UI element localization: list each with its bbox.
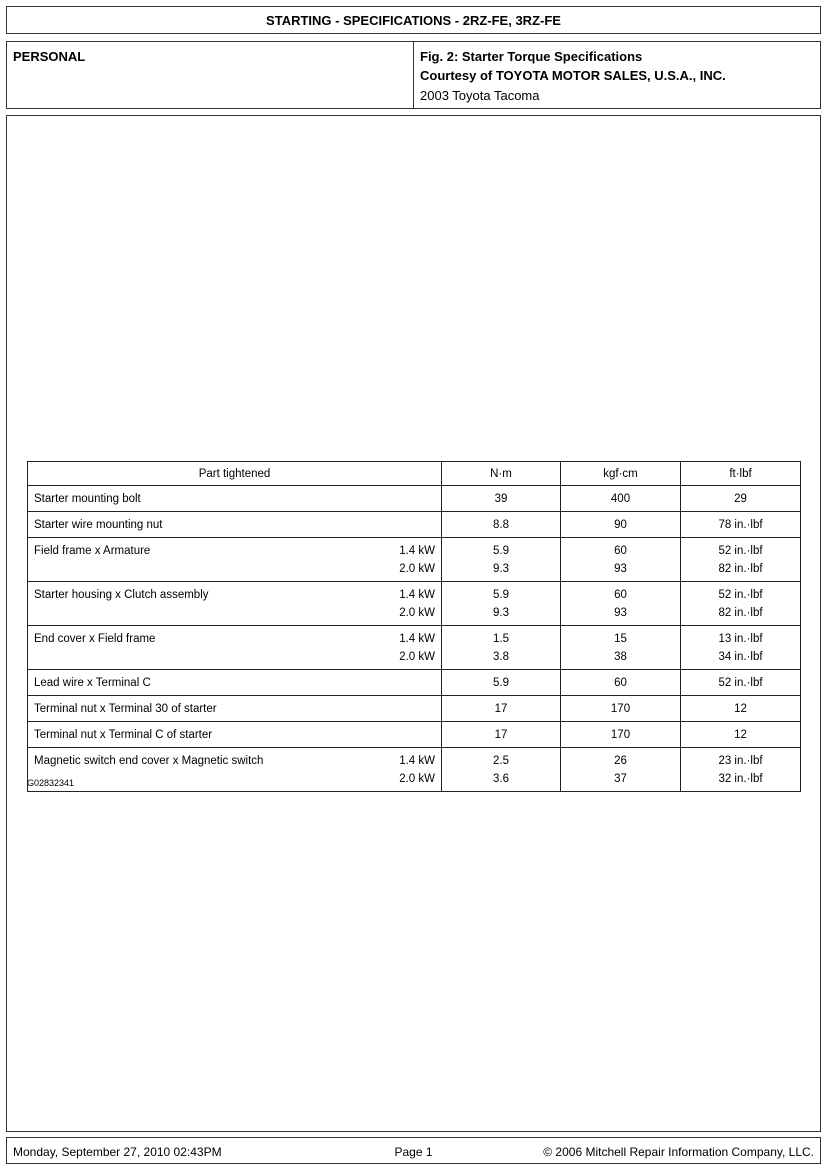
kgf-value: 60 [614, 589, 627, 601]
nm-cell [442, 696, 561, 722]
nm-cell [442, 626, 561, 670]
vehicle-line: 2003 Toyota Tacoma [420, 88, 540, 103]
power-rating-list [399, 752, 435, 788]
footer-date: Monday, September 27, 2010 02:43PM [13, 1145, 222, 1159]
ftlbf-cell [681, 538, 801, 582]
nm-cell [442, 748, 561, 792]
header-right-cell [413, 41, 821, 109]
personal-label: PERSONAL [13, 49, 86, 64]
courtesy-line: Courtesy of TOYOTA MOTOR SALES, U.S.A., INC. [420, 68, 726, 83]
kgf-cell [561, 582, 681, 626]
ftlbf-cell [681, 486, 801, 512]
power-rating: 2.0 kW [399, 607, 435, 619]
kgf-value: 37 [614, 773, 627, 785]
nm-value: 9.3 [493, 563, 509, 575]
nm-value: 1.5 [493, 633, 509, 645]
part-cell [28, 538, 442, 582]
power-rating: 1.4 kW [399, 545, 435, 557]
ftlbf-cell [681, 748, 801, 792]
kgf-value: 93 [614, 607, 627, 619]
ftlbf-value: 82 in.·lbf [718, 607, 763, 619]
nm-cell [442, 538, 561, 582]
footer-copyright: © 2006 Mitchell Repair Information Company, LLC. [543, 1145, 814, 1159]
nm-cell [442, 486, 561, 512]
part-cell [28, 722, 442, 748]
power-rating: 1.4 kW [399, 633, 435, 645]
kgf-cell [561, 696, 681, 722]
kgf-cell [561, 486, 681, 512]
figure-code: G02832341 [27, 778, 75, 788]
nm-cell [442, 722, 561, 748]
kgf-value: 26 [614, 755, 627, 767]
ftlbf-value: 32 in.·lbf [718, 773, 763, 785]
table-header-row [28, 462, 801, 486]
column-header: N·m [442, 462, 561, 486]
nm-cell [442, 670, 561, 696]
part-name: Field frame x Armature [34, 545, 151, 557]
column-header: kgf·cm [561, 462, 681, 486]
nm-value: 3.6 [493, 773, 509, 785]
nm-value: 5.9 [493, 545, 509, 557]
kgf-value: 90 [614, 519, 627, 531]
power-rating-list [399, 586, 435, 622]
table-row [28, 748, 801, 792]
footer-page: Page 1 [394, 1145, 433, 1159]
part-name: Starter wire mounting nut [34, 519, 163, 531]
kgf-cell [561, 722, 681, 748]
ftlbf-value: 82 in.·lbf [718, 563, 763, 575]
table-row [28, 512, 801, 538]
column-header: Part tightened [28, 462, 442, 486]
nm-value: 2.5 [493, 755, 509, 767]
ftlbf-cell [681, 670, 801, 696]
header-left-cell [6, 41, 414, 109]
ftlbf-cell [681, 582, 801, 626]
ftlbf-value: 52 in.·lbf [718, 545, 763, 557]
kgf-cell [561, 512, 681, 538]
table-body [28, 486, 801, 792]
power-rating: 2.0 kW [399, 563, 435, 575]
nm-value: 9.3 [493, 607, 509, 619]
kgf-cell [561, 626, 681, 670]
table-row [28, 670, 801, 696]
part-name: Starter housing x Clutch assembly [34, 589, 209, 601]
column-header: ft·lbf [681, 462, 801, 486]
ftlbf-cell [681, 512, 801, 538]
power-rating-list [399, 630, 435, 666]
power-rating: 2.0 kW [399, 773, 435, 785]
kgf-cell [561, 538, 681, 582]
table-row [28, 626, 801, 670]
nm-value: 8.8 [493, 519, 509, 531]
nm-value: 5.9 [493, 589, 509, 601]
table-row [28, 486, 801, 512]
nm-value: 17 [494, 729, 508, 741]
ftlbf-value: 34 in.·lbf [718, 651, 763, 663]
power-rating: 1.4 kW [399, 589, 435, 601]
kgf-value: 93 [614, 563, 627, 575]
nm-value: 17 [494, 703, 508, 715]
part-cell [28, 582, 442, 626]
kgf-cell [561, 748, 681, 792]
ftlbf-cell [681, 626, 801, 670]
footer-bar [6, 1137, 821, 1164]
ftlbf-value: 52 in.·lbf [718, 589, 763, 601]
ftlbf-value: 29 [734, 493, 747, 505]
kgf-value: 15 [614, 633, 627, 645]
part-name: Terminal nut x Terminal 30 of starter [34, 703, 217, 715]
table-row [28, 696, 801, 722]
kgf-value: 170 [610, 703, 631, 715]
part-name: Magnetic switch end cover x Magnetic switch [34, 755, 264, 767]
kgf-value: 38 [614, 651, 627, 663]
kgf-value: 400 [610, 493, 631, 505]
power-rating-list [399, 542, 435, 578]
power-rating: 1.4 kW [399, 755, 435, 767]
ftlbf-value: 12 [734, 729, 747, 741]
ftlbf-cell [681, 696, 801, 722]
power-rating: 2.0 kW [399, 651, 435, 663]
nm-value: 39 [494, 493, 508, 505]
part-cell [28, 670, 442, 696]
part-name: Starter mounting bolt [34, 493, 141, 505]
kgf-value: 60 [614, 677, 627, 689]
figure-title: Fig. 2: Starter Torque Specifications [420, 49, 643, 64]
title-bar [6, 6, 821, 34]
ftlbf-value: 13 in.·lbf [718, 633, 763, 645]
part-cell [28, 626, 442, 670]
table-row [28, 538, 801, 582]
part-name: End cover x Field frame [34, 633, 156, 645]
torque-spec-table [27, 461, 801, 792]
nm-cell [442, 582, 561, 626]
part-cell [28, 748, 442, 792]
part-name: Lead wire x Terminal C [34, 677, 151, 689]
part-cell [28, 486, 442, 512]
ftlbf-cell [681, 722, 801, 748]
ftlbf-value: 52 in.·lbf [718, 677, 763, 689]
part-cell [28, 512, 442, 538]
nm-cell [442, 512, 561, 538]
nm-value: 5.9 [493, 677, 509, 689]
nm-value: 3.8 [493, 651, 509, 663]
part-cell [28, 696, 442, 722]
ftlbf-value: 12 [734, 703, 747, 715]
table-row [28, 582, 801, 626]
ftlbf-value: 78 in.·lbf [718, 519, 763, 531]
part-name: Terminal nut x Terminal C of starter [34, 729, 213, 741]
page-title: STARTING - SPECIFICATIONS - 2RZ-FE, 3RZ-FE [266, 13, 561, 28]
ftlbf-value: 23 in.·lbf [718, 755, 763, 767]
kgf-cell [561, 670, 681, 696]
kgf-value: 60 [614, 545, 627, 557]
kgf-value: 170 [610, 729, 631, 741]
table-row [28, 722, 801, 748]
